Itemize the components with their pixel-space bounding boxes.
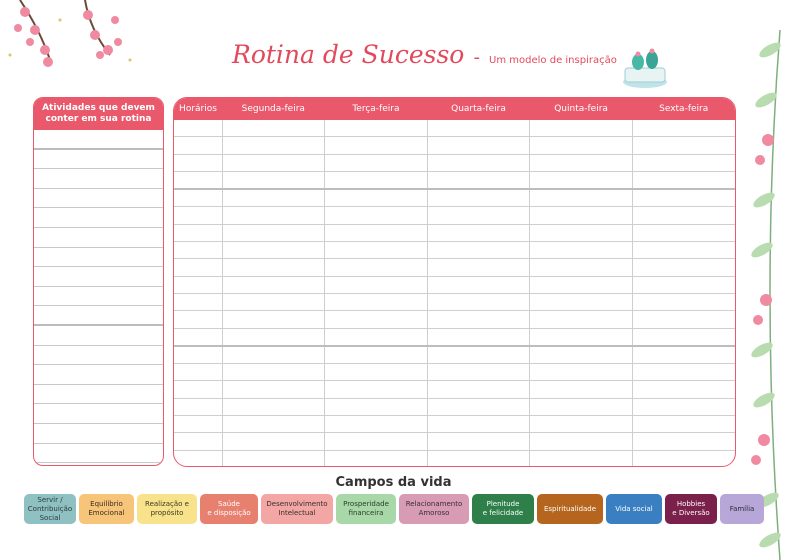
schedule-column-header: Sexta-feira <box>632 98 735 120</box>
schedule-cell[interactable] <box>427 398 530 415</box>
schedule-cell[interactable] <box>427 189 530 207</box>
schedule-cell[interactable] <box>530 346 633 364</box>
schedule-cell[interactable] <box>325 189 428 207</box>
schedule-cell[interactable] <box>530 224 633 241</box>
schedule-cell[interactable] <box>325 224 428 241</box>
schedule-column-header: Quinta-feira <box>530 98 633 120</box>
schedule-cell[interactable] <box>222 328 325 346</box>
schedule-cell[interactable] <box>174 450 222 467</box>
schedule-cell[interactable] <box>174 120 222 137</box>
schedule-cell[interactable] <box>427 293 530 310</box>
schedule-cell[interactable] <box>325 433 428 450</box>
schedule-cell[interactable] <box>174 328 222 346</box>
schedule-column-header: Quarta-feira <box>427 98 530 120</box>
cherry-blossom-branch-icon <box>0 0 135 80</box>
schedule-row <box>174 328 735 346</box>
schedule-cell[interactable] <box>427 311 530 328</box>
schedule-cell[interactable] <box>427 364 530 381</box>
schedule-cell[interactable] <box>174 346 222 364</box>
schedule-row <box>174 450 735 467</box>
activity-row[interactable] <box>34 424 163 444</box>
schedule-cell[interactable] <box>427 259 530 276</box>
schedule-cell[interactable] <box>174 398 222 415</box>
schedule-cell[interactable] <box>222 311 325 328</box>
activity-row[interactable] <box>34 267 163 287</box>
schedule-cell[interactable] <box>174 381 222 398</box>
life-field-chip: Equilíbrio Emocional <box>79 494 134 524</box>
activities-header: Atividades que devem conter em sua rotina <box>34 98 163 130</box>
schedule-cell[interactable] <box>222 207 325 224</box>
schedule-row <box>174 224 735 241</box>
schedule-header-row <box>174 98 735 120</box>
schedule-cell[interactable] <box>632 171 735 189</box>
schedule-cell[interactable] <box>530 259 633 276</box>
schedule-cell[interactable] <box>530 242 633 259</box>
activity-row[interactable] <box>34 228 163 248</box>
schedule-cell[interactable] <box>530 328 633 346</box>
schedule-cell[interactable] <box>632 137 735 154</box>
schedule-cell[interactable] <box>174 259 222 276</box>
schedule-row <box>174 311 735 328</box>
schedule-row <box>174 346 735 364</box>
campos-title: Campos da vida <box>335 475 452 490</box>
schedule-row <box>174 137 735 154</box>
schedule-cell[interactable] <box>222 224 325 241</box>
activities-panel <box>33 97 164 466</box>
life-field-chip: Vida social <box>606 494 662 524</box>
schedule-row <box>174 381 735 398</box>
schedule-cell[interactable] <box>222 450 325 467</box>
schedule-cell[interactable] <box>530 137 633 154</box>
schedule-table <box>173 97 736 467</box>
schedule-cell[interactable] <box>427 137 530 154</box>
schedule-cell[interactable] <box>632 207 735 224</box>
schedule-row <box>174 259 735 276</box>
schedule-cell[interactable] <box>325 416 428 433</box>
schedule-cell[interactable] <box>530 207 633 224</box>
schedule-cell[interactable] <box>632 433 735 450</box>
schedule-cell[interactable] <box>632 346 735 364</box>
schedule-cell[interactable] <box>222 346 325 364</box>
schedule-cell[interactable] <box>325 137 428 154</box>
schedule-row <box>174 207 735 224</box>
activities-rows <box>34 130 163 463</box>
schedule-cell[interactable] <box>174 154 222 171</box>
schedule-cell[interactable] <box>427 207 530 224</box>
schedule-cell[interactable] <box>427 242 530 259</box>
schedule-cell[interactable] <box>222 398 325 415</box>
schedule-cell[interactable] <box>632 242 735 259</box>
schedule-cell[interactable] <box>174 433 222 450</box>
schedule-cell[interactable] <box>174 293 222 310</box>
schedule-cell[interactable] <box>530 276 633 293</box>
schedule-cell[interactable] <box>632 450 735 467</box>
schedule-row <box>174 398 735 415</box>
schedule-cell[interactable] <box>174 171 222 189</box>
schedule-cell[interactable] <box>530 189 633 207</box>
schedule-cell[interactable] <box>632 311 735 328</box>
schedule-cell[interactable] <box>174 189 222 207</box>
schedule-cell[interactable] <box>427 224 530 241</box>
schedule-row <box>174 364 735 381</box>
schedule-cell[interactable] <box>325 381 428 398</box>
schedule-cell[interactable] <box>427 171 530 189</box>
schedule-cell[interactable] <box>222 171 325 189</box>
schedule-cell[interactable] <box>325 171 428 189</box>
schedule-cell[interactable] <box>222 416 325 433</box>
schedule-cell[interactable] <box>427 416 530 433</box>
schedule-cell[interactable] <box>325 398 428 415</box>
schedule-cell[interactable] <box>530 154 633 171</box>
schedule-row <box>174 154 735 171</box>
schedule-row <box>174 242 735 259</box>
schedule-row <box>174 433 735 450</box>
schedule-cell[interactable] <box>222 242 325 259</box>
schedule-cell[interactable] <box>427 381 530 398</box>
title-dash: - <box>473 47 480 68</box>
schedule-cell[interactable] <box>427 154 530 171</box>
life-field-chip: Realização e propósito <box>137 494 197 524</box>
activity-row[interactable] <box>34 189 163 209</box>
schedule-cell[interactable] <box>222 433 325 450</box>
schedule-cell[interactable] <box>632 276 735 293</box>
activity-row[interactable] <box>34 208 163 228</box>
schedule-cell[interactable] <box>427 433 530 450</box>
schedule-cell[interactable] <box>427 450 530 467</box>
schedule-cell[interactable] <box>530 120 633 137</box>
schedule-cell[interactable] <box>222 293 325 310</box>
schedule-cell[interactable] <box>325 311 428 328</box>
schedule-cell[interactable] <box>530 293 633 310</box>
schedule-cell[interactable] <box>222 276 325 293</box>
schedule-cell[interactable] <box>632 189 735 207</box>
schedule-cell[interactable] <box>632 120 735 137</box>
schedule-cell[interactable] <box>325 450 428 467</box>
activity-row[interactable] <box>34 306 163 326</box>
schedule-cell[interactable] <box>632 224 735 241</box>
schedule-cell[interactable] <box>174 416 222 433</box>
schedule-cell[interactable] <box>632 293 735 310</box>
schedule-cell[interactable] <box>632 364 735 381</box>
activity-row[interactable] <box>34 130 163 150</box>
schedule-cell[interactable] <box>325 242 428 259</box>
schedule-cell[interactable] <box>530 364 633 381</box>
activity-row[interactable] <box>34 169 163 189</box>
schedule-cell[interactable] <box>222 364 325 381</box>
activity-row[interactable] <box>34 404 163 424</box>
schedule-cell[interactable] <box>325 328 428 346</box>
schedule-cell[interactable] <box>222 154 325 171</box>
schedule-cell[interactable] <box>325 154 428 171</box>
life-field-chip: Espiritualidade <box>537 494 603 524</box>
schedule-cell[interactable] <box>427 276 530 293</box>
schedule-cell[interactable] <box>530 416 633 433</box>
schedule-cell[interactable] <box>222 259 325 276</box>
schedule-body <box>174 120 735 467</box>
activity-row[interactable] <box>34 248 163 268</box>
schedule-row <box>174 416 735 433</box>
activity-row[interactable] <box>34 150 163 170</box>
title-subtitle: Um modelo de inspiração <box>489 55 617 66</box>
schedule-cell[interactable] <box>427 328 530 346</box>
schedule-cell[interactable] <box>325 364 428 381</box>
activity-row[interactable] <box>34 444 163 464</box>
schedule-row <box>174 293 735 310</box>
schedule-cell[interactable] <box>325 276 428 293</box>
life-field-chip: Hobbies e Diversão <box>665 494 717 524</box>
schedule-row <box>174 189 735 207</box>
life-field-chip: Plenitude e felicidade <box>472 494 534 524</box>
activity-row[interactable] <box>34 365 163 385</box>
schedule-cell[interactable] <box>632 416 735 433</box>
life-field-chip: Desenvolvimento Intelectual <box>261 494 333 524</box>
schedule-cell[interactable] <box>174 224 222 241</box>
activity-row[interactable] <box>34 326 163 346</box>
schedule-cell[interactable] <box>174 276 222 293</box>
schedule-cell[interactable] <box>174 364 222 381</box>
schedule-row <box>174 120 735 137</box>
schedule-row <box>174 171 735 189</box>
schedule-cell[interactable] <box>530 311 633 328</box>
life-field-chip: Família <box>720 494 764 524</box>
schedule-cell[interactable] <box>325 259 428 276</box>
schedule-cell[interactable] <box>530 450 633 467</box>
schedule-cell[interactable] <box>632 381 735 398</box>
schedule-cell[interactable] <box>632 328 735 346</box>
schedule-cell[interactable] <box>325 293 428 310</box>
schedule-cell[interactable] <box>427 120 530 137</box>
schedule-cell[interactable] <box>174 137 222 154</box>
cactus-planter-icon <box>620 42 670 90</box>
schedule-cell[interactable] <box>325 346 428 364</box>
page-title <box>232 40 617 80</box>
schedule-cell[interactable] <box>632 259 735 276</box>
activity-row[interactable] <box>34 385 163 405</box>
title-script: Rotina de Sucesso <box>232 40 465 69</box>
schedule-cell[interactable] <box>222 120 325 137</box>
activity-row[interactable] <box>34 346 163 366</box>
schedule-column-header: Terça-feira <box>325 98 428 120</box>
schedule-cell[interactable] <box>174 311 222 328</box>
life-field-chip: Servir / Contribuição Social <box>24 494 76 524</box>
schedule-column-header: Segunda-feira <box>222 98 325 120</box>
schedule-cell[interactable] <box>530 398 633 415</box>
schedule-cell[interactable] <box>530 381 633 398</box>
schedule-cell[interactable] <box>632 398 735 415</box>
schedule-cell[interactable] <box>174 242 222 259</box>
schedule-cell[interactable] <box>325 120 428 137</box>
life-field-chip: Prosperidade financeira <box>336 494 396 524</box>
schedule-cell[interactable] <box>174 207 222 224</box>
schedule-cell[interactable] <box>222 381 325 398</box>
schedule-cell[interactable] <box>222 189 325 207</box>
life-field-chip: Relacionamento Amoroso <box>399 494 469 524</box>
activity-row[interactable] <box>34 287 163 307</box>
life-field-chip: Saúde e disposição <box>200 494 258 524</box>
schedule-cell[interactable] <box>530 433 633 450</box>
schedule-cell[interactable] <box>427 346 530 364</box>
schedule-row <box>174 276 735 293</box>
schedule-cell[interactable] <box>530 171 633 189</box>
schedule-column-header: Horários <box>174 98 222 120</box>
schedule-cell[interactable] <box>222 137 325 154</box>
schedule-cell[interactable] <box>632 154 735 171</box>
schedule-cell[interactable] <box>325 207 428 224</box>
